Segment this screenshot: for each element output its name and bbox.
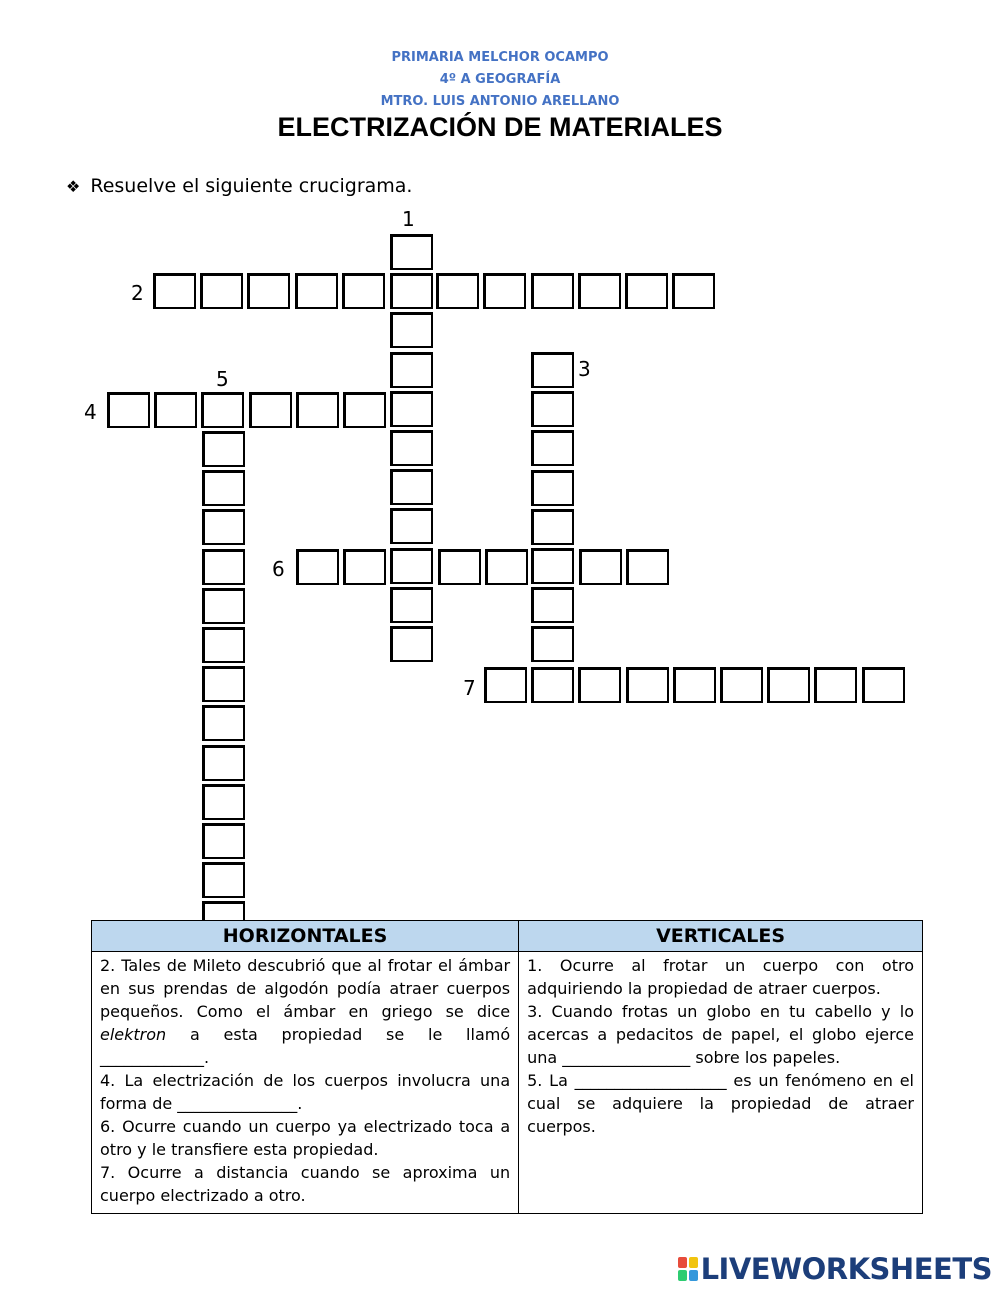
horizontal-clues xyxy=(92,952,519,1214)
clue-2-text: 2. Tales de Mileto descubrió que al frotar el ámbar en sus prendas de algodón podía atraer cuerpos pequeños. Como el ámbar en griego se dice xyxy=(100,956,511,1021)
crossword-cell-7-7[interactable] xyxy=(767,667,810,703)
crossword-cell-5-8[interactable] xyxy=(202,705,245,741)
crossword-cell-2-2[interactable] xyxy=(200,273,243,309)
clue-vertical-5: 5. La ___________________ es un fenómeno en el cual se adquiere la propiedad de atraer cuerpos. xyxy=(527,1071,914,1136)
crossword-cell-7-3[interactable] xyxy=(578,667,621,703)
crossword-cell-6-2[interactable] xyxy=(343,549,386,585)
page-title: ELECTRIZACIÓN DE MATERIALES xyxy=(277,112,723,142)
crossword-cell-3-6[interactable] xyxy=(531,548,574,584)
crossword-cell-5-12[interactable] xyxy=(202,862,245,898)
crossword-cell-7-4[interactable] xyxy=(626,667,669,703)
crossword-cell-4-5[interactable] xyxy=(296,392,339,428)
crossword-cell-7-5[interactable] xyxy=(673,667,716,703)
crossword-cell-5-9[interactable] xyxy=(202,745,245,781)
crossword-cell-3-7[interactable] xyxy=(531,587,574,623)
crossword-cell-1-8[interactable] xyxy=(390,508,433,544)
liveworksheets-brand[interactable] xyxy=(677,1252,992,1286)
crossword-cell-3-8[interactable] xyxy=(531,626,574,662)
crossword-cell-2-8[interactable] xyxy=(483,273,526,309)
crossword-cell-6-1[interactable] xyxy=(296,549,339,585)
crossword-cell-1-11[interactable] xyxy=(390,626,433,662)
crossword-cell-7-6[interactable] xyxy=(720,667,763,703)
crossword-cell-5-10[interactable] xyxy=(202,784,245,820)
crossword-cell-4-3[interactable] xyxy=(201,392,244,428)
clue-number-2: 2 xyxy=(131,281,144,305)
crossword-cell-6-4[interactable] xyxy=(438,549,481,585)
school-name: PRIMARIA MELCHOR OCAMPO xyxy=(391,50,609,65)
crossword-cell-4-4[interactable] xyxy=(249,392,292,428)
clue-horizontal-4: 4. La electrización de los cuerpos involucra una forma de _______________. xyxy=(100,1071,511,1113)
crossword-cell-6-8[interactable] xyxy=(626,549,669,585)
clues-table xyxy=(91,920,923,1214)
clue-number-3: 3 xyxy=(578,357,591,381)
clue-2-emphasis: elektron xyxy=(100,1025,167,1044)
crossword-cell-1-9[interactable] xyxy=(390,548,433,584)
logo-square-yellow xyxy=(689,1257,698,1268)
clue-horizontal-6: 6. Ocurre cuando un cuerpo ya electrizado toca a otro y le transfiere esta propiedad. xyxy=(100,1117,511,1159)
crossword-cell-5-5[interactable] xyxy=(202,588,245,624)
crossword-cell-2-1[interactable] xyxy=(153,273,196,309)
crossword-cell-5-11[interactable] xyxy=(202,823,245,859)
crossword-cell-3-5[interactable] xyxy=(531,509,574,545)
crossword-cell-1-5[interactable] xyxy=(390,391,433,427)
crossword-cell-2-4[interactable] xyxy=(295,273,338,309)
teacher-name: MTRO. LUIS ANTONIO ARELLANO xyxy=(380,94,620,109)
crossword-cell-2-11[interactable] xyxy=(625,273,668,309)
crossword-cell-2-12[interactable] xyxy=(672,273,715,309)
crossword-cell-5-4[interactable] xyxy=(202,549,245,585)
crossword-cell-1-1[interactable] xyxy=(390,234,433,270)
crossword-cell-7-9[interactable] xyxy=(862,667,905,703)
crossword-cell-3-1[interactable] xyxy=(531,352,574,388)
crossword-cell-7-1[interactable] xyxy=(484,667,527,703)
crossword-cell-5-6[interactable] xyxy=(202,627,245,663)
instruction-text: Resuelve el siguiente crucigrama. xyxy=(90,175,413,197)
crossword-cell-1-10[interactable] xyxy=(390,587,433,623)
crossword-cell-1-6[interactable] xyxy=(390,430,433,466)
diamond-bullet-icon: ❖ xyxy=(66,177,81,196)
crossword-cell-4-6[interactable] xyxy=(343,392,386,428)
clue-number-6: 6 xyxy=(272,557,285,581)
crossword-cell-4-2[interactable] xyxy=(154,392,197,428)
clue-number-5: 5 xyxy=(216,367,229,391)
crossword-cell-6-5[interactable] xyxy=(485,549,528,585)
crossword-cell-1-2[interactable] xyxy=(390,273,433,309)
crossword-cell-5-3[interactable] xyxy=(202,509,245,545)
clue-number-4: 4 xyxy=(84,400,97,424)
clue-number-7: 7 xyxy=(463,676,476,700)
crossword-cell-4-1[interactable] xyxy=(107,392,150,428)
logo-square-green xyxy=(678,1270,687,1281)
crossword-cell-5-7[interactable] xyxy=(202,666,245,702)
clue-vertical-3: 3. Cuando frotas un globo en tu cabello y lo acercas a pedacitos de papel, el globo ejerce una ________________ sobre los papeles. xyxy=(527,1002,914,1067)
crossword-cell-7-2[interactable] xyxy=(531,667,574,703)
clue-2-text-end: a esta propiedad se le llamó _____________. xyxy=(100,1025,511,1067)
crossword-cell-2-10[interactable] xyxy=(578,273,621,309)
crossword-cell-3-4[interactable] xyxy=(531,470,574,506)
crossword-cell-2-9[interactable] xyxy=(531,273,574,309)
vertical-clues xyxy=(519,952,923,1214)
horizontal-header: HORIZONTALES xyxy=(92,921,519,952)
vertical-header: VERTICALES xyxy=(519,921,923,952)
crossword-cell-7-8[interactable] xyxy=(814,667,857,703)
crossword-cell-2-7[interactable] xyxy=(436,273,479,309)
clue-horizontal-7: 7. Ocurre a distancia cuando se aproxima un cuerpo electrizado a otro. xyxy=(100,1163,511,1205)
grade-subject: 4º A GEOGRAFÍA xyxy=(439,72,561,87)
crossword-cell-3-2[interactable] xyxy=(531,391,574,427)
crossword-cell-1-3[interactable] xyxy=(390,312,433,348)
crossword-cell-2-3[interactable] xyxy=(247,273,290,309)
crossword-cell-5-2[interactable] xyxy=(202,470,245,506)
clue-number-1: 1 xyxy=(402,207,415,231)
crossword-cell-5-1[interactable] xyxy=(202,431,245,467)
clue-horizontal-2 xyxy=(100,954,510,1069)
brand-text: LIVEWORKSHEETS xyxy=(700,1252,992,1286)
crossword-cell-6-7[interactable] xyxy=(579,549,622,585)
crossword-cell-1-4[interactable] xyxy=(390,352,433,388)
crossword-cell-3-3[interactable] xyxy=(531,430,574,466)
crossword-cell-1-7[interactable] xyxy=(390,469,433,505)
clue-vertical-1: 1. Ocurre al frotar un cuerpo con otro adquiriendo la propiedad de atraer cuerpos. xyxy=(527,956,914,998)
crossword-cell-2-5[interactable] xyxy=(342,273,385,309)
logo-square-red xyxy=(678,1257,687,1268)
liveworksheets-logo-icon xyxy=(677,1256,699,1282)
logo-square-blue xyxy=(689,1270,698,1281)
